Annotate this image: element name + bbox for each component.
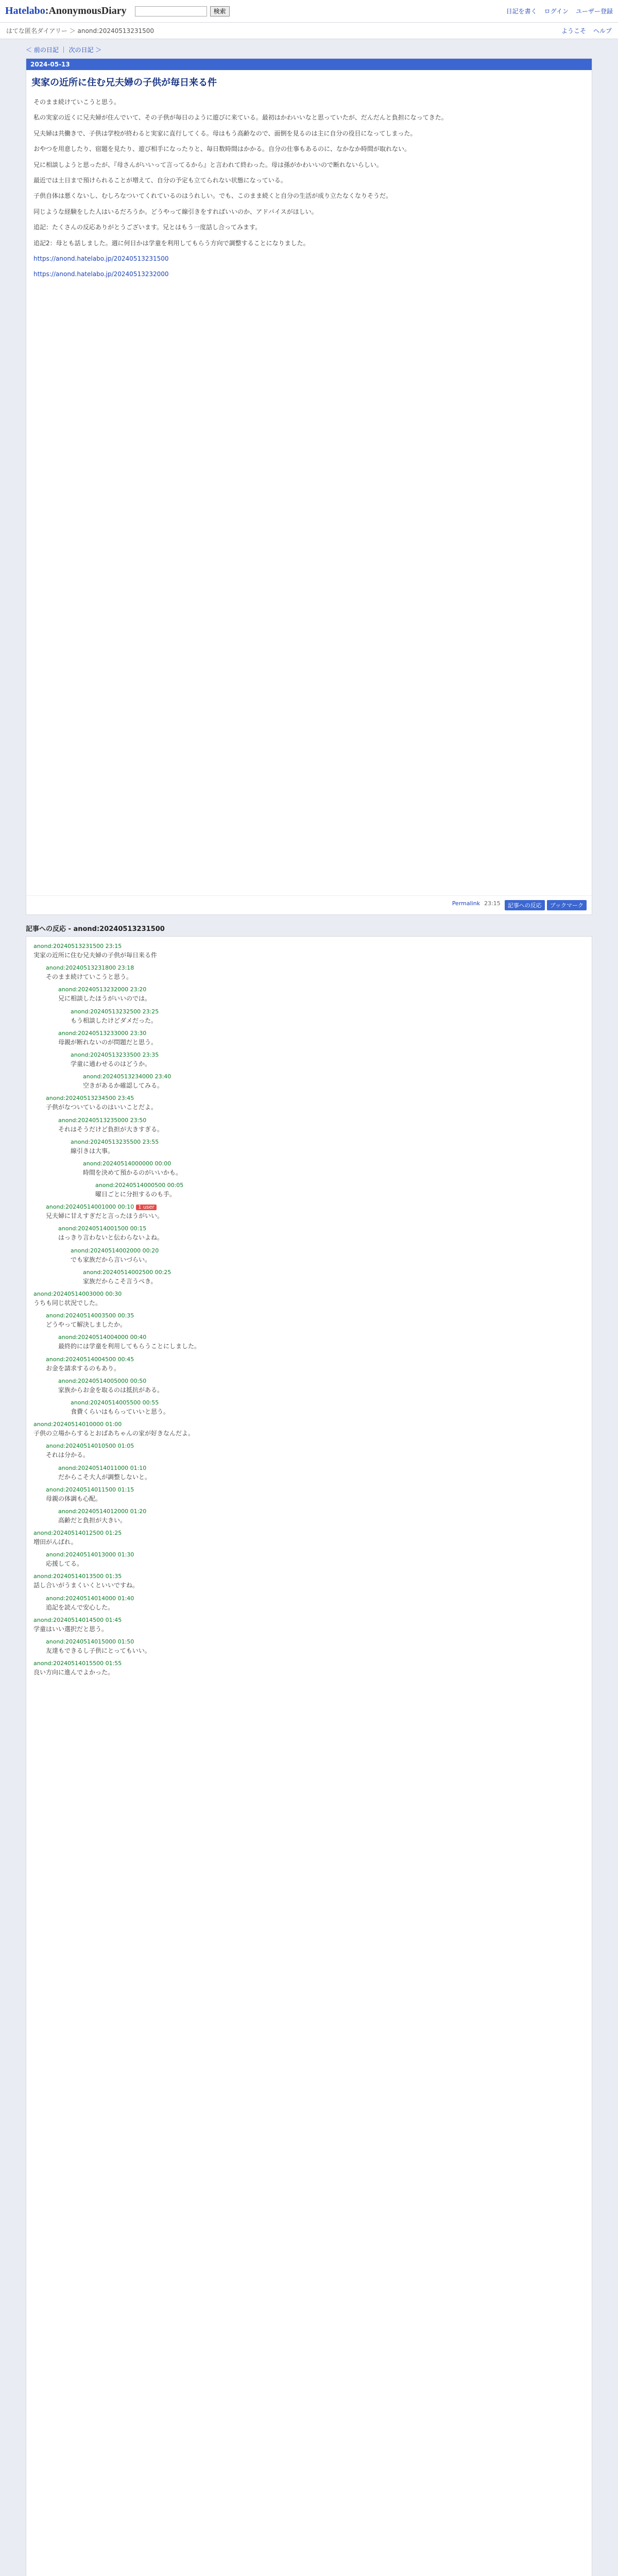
reaction-node (46, 1356, 585, 1374)
reaction-time: 01:20 (128, 1507, 147, 1515)
reaction-meta (71, 1399, 585, 1406)
search-input[interactable] (135, 6, 207, 16)
reaction-node (71, 1008, 585, 1026)
reaction-id-link[interactable]: anond:20240514004000 (58, 1334, 129, 1341)
reaction-id-link[interactable]: anond:20240514010500 (46, 1443, 116, 1450)
entry-title[interactable]: 実家の近所に住む兄夫婦の子供が毎日来る件 (31, 77, 217, 88)
reaction-text: 追記を読んで安心した。 (46, 1603, 114, 1611)
reaction-meta (83, 1073, 585, 1080)
reaction-id-link[interactable]: anond:20240514011000 (58, 1464, 129, 1471)
reaction-node (46, 1312, 585, 1330)
reaction-text: だからこそ大人が調整しないと。 (58, 1473, 151, 1481)
reaction-meta (46, 1595, 585, 1602)
main-wrapper (26, 45, 592, 2576)
reaction-id-link[interactable]: anond:20240514011500 (46, 1486, 116, 1493)
reaction-node (58, 1030, 585, 1047)
reaction-text: 高齢だと負担が大きい。 (58, 1516, 127, 1524)
reaction-node (71, 1139, 585, 1156)
entry-time: 23:15 (484, 900, 501, 907)
reaction-meta (46, 1443, 585, 1449)
prev-next-link[interactable]: ＜ 前の日記 ｜ 次の日記 ＞ (26, 46, 102, 54)
reaction-time: 01:55 (104, 1660, 122, 1667)
reaction-id-link[interactable]: anond:20240513233500 (71, 1051, 141, 1058)
reaction-node (83, 1073, 585, 1091)
entry-date: 2024-05-13 (26, 59, 592, 70)
reaction-node (33, 1617, 585, 1634)
reaction-meta (71, 1008, 585, 1015)
reaction-node (46, 1095, 585, 1112)
welcome-link[interactable]: ようこそ (561, 27, 586, 35)
reaction-time: 01:25 (104, 1530, 122, 1537)
reaction-meta (71, 1247, 585, 1254)
reaction-meta (58, 1378, 585, 1384)
reaction-node (33, 1421, 585, 1438)
reaction-text: 線引きは大事。 (71, 1147, 114, 1155)
reaction-node (71, 1399, 585, 1417)
entry-paragraph: そのまま続けていこうと思う。 (33, 98, 121, 106)
reaction-meta (58, 1117, 585, 1124)
reaction-time: 23:40 (153, 1073, 171, 1080)
reaction-node (71, 1052, 585, 1069)
entry-paragraph: 追記：たくさんの反応ありがとうございます。兄とはもう一度話し合ってみます。 (33, 224, 262, 231)
reaction-id-link[interactable]: anond:20240514002000 (71, 1247, 141, 1254)
reaction-time: 23:55 (141, 1138, 159, 1145)
help-link[interactable]: ヘルプ (593, 27, 612, 35)
reaction-text: 良い方向に進んでよかった。 (33, 1669, 114, 1676)
reaction-time: 23:30 (128, 1029, 147, 1037)
reaction-text: 時間を決めて預かるのがいいかも。 (83, 1168, 182, 1176)
user-count-badge[interactable]: 1 user (136, 1205, 156, 1210)
reaction-id-link[interactable]: anond:20240513235500 (71, 1138, 141, 1145)
reaction-id-link[interactable]: anond:20240514003000 (33, 1291, 104, 1297)
reaction-node (46, 1595, 585, 1613)
reaction-text: うちも同じ状況でした。 (33, 1299, 102, 1307)
search-button[interactable]: 検索 (210, 6, 230, 16)
reaction-text: 子供がなついているのはいいことだよ。 (46, 1104, 158, 1111)
reaction-meta (58, 1225, 585, 1232)
reaction-time: 00:05 (165, 1182, 184, 1189)
reaction-time: 01:35 (104, 1573, 122, 1580)
reaction-node (33, 1530, 585, 1547)
reaction-id-link[interactable]: anond:20240514012000 (58, 1507, 129, 1515)
reaction-text: 空きがあるか確認してみる。 (83, 1082, 164, 1090)
reaction-text: 学童に通わせるのはどうか。 (71, 1060, 151, 1067)
reaction-tree (26, 936, 592, 2576)
reaction-node (33, 1573, 585, 1590)
entry-paragraph: 同じような経験をした人はいるだろうか。どうやって線引きをすればいいのか、アドバイスがほしい。 (33, 208, 318, 215)
reaction-meta (33, 1617, 585, 1623)
reaction-time: 00:20 (141, 1247, 159, 1254)
reaction-node (46, 1443, 585, 1460)
logo-right: :AnonymousDiary (45, 5, 127, 16)
reaction-node (58, 1378, 585, 1395)
reaction-text: 兄に相談したほうがいいのでは。 (58, 995, 151, 1003)
reaction-id-link[interactable]: anond:20240514005000 (58, 1377, 129, 1384)
sub-bar (0, 23, 618, 39)
reaction-id-link[interactable]: anond:20240513235000 (58, 1116, 129, 1124)
reaction-meta (46, 1312, 585, 1319)
reaction-id-link[interactable]: anond:20240513231800 (46, 964, 116, 972)
reaction-meta (46, 1095, 585, 1101)
reaction-time: 01:15 (116, 1486, 134, 1493)
reaction-meta (33, 1573, 585, 1580)
logo-left: Hatelabo (5, 5, 45, 16)
reaction-id-link[interactable]: anond:20240514013000 (46, 1551, 116, 1558)
search-form (135, 6, 230, 16)
reaction-text: もう相談したけどダメだった。 (71, 1016, 158, 1024)
nav-register[interactable]: ユーザー登録 (575, 8, 613, 15)
reaction-id-link[interactable]: anond:20240514000500 (95, 1182, 166, 1189)
reaction-time: 00:45 (116, 1355, 134, 1363)
reaction-id-link[interactable]: anond:20240513234500 (46, 1095, 116, 1102)
reaction-meta (46, 1638, 585, 1645)
reaction-meta (46, 1486, 585, 1493)
reaction-meta (58, 1334, 585, 1341)
entry-footer (26, 895, 592, 914)
reaction-time: 00:00 (153, 1160, 171, 1167)
reaction-node (33, 943, 585, 960)
entry-link[interactable]: https://anond.hatelabo.jp/20240513231500 (33, 255, 169, 262)
reaction-id-link[interactable]: anond:20240514014000 (46, 1595, 116, 1602)
bookmark-button[interactable]: ブックマーク (547, 900, 587, 910)
reaction-node (58, 1117, 585, 1134)
reaction-time: 01:30 (116, 1551, 134, 1558)
nav-write[interactable]: 日記を書く (506, 8, 537, 15)
reaction-text: 食費くらいはもらっていいと思う。 (71, 1408, 170, 1415)
reaction-node (58, 1508, 585, 1526)
site-logo[interactable] (5, 5, 127, 17)
nav-login[interactable]: ログイン (544, 8, 569, 15)
reaction-text: 家族だからこそ言うべき。 (83, 1277, 157, 1285)
top-bar (0, 0, 618, 23)
entry-paragraph: 最近では土日まで預けられることが増えて、自分の予定も立てられない状態になっている。 (33, 176, 287, 184)
reaction-meta (83, 1160, 585, 1167)
reaction-meta (58, 1508, 585, 1515)
reaction-node (46, 1638, 585, 1656)
reaction-text: 応援してる。 (46, 1560, 83, 1568)
reaction-time: 00:15 (128, 1225, 147, 1232)
reaction-text: 曜日ごとに分担するのも手。 (95, 1191, 176, 1198)
reaction-id-link[interactable]: anond:20240513233000 (58, 1029, 129, 1037)
reaction-time: 00:10 (116, 1204, 134, 1211)
reaction-text: 最終的には学童を利用してもらうことにしました。 (58, 1343, 201, 1350)
entry-paragraph: 兄夫婦は共働きで、子供は学校が終わると実家に直行してくる。母はもう高齢なので、面倒を見るのは主に自分の役目になってしまった。 (33, 129, 417, 137)
reaction-node (46, 1551, 585, 1569)
reaction-id-link[interactable]: anond:20240514014500 (33, 1616, 104, 1623)
reaction-node (46, 1486, 585, 1504)
top-nav (506, 7, 613, 15)
reaction-meta (83, 1269, 585, 1276)
entry-body (26, 92, 592, 895)
entry-paragraph: 子供自体は悪くないし、むしろなついてくれているのはうれしい。でも、このまま続くと自分の生活が成り立たなくなりそうだ。 (33, 192, 392, 200)
entry-paragraph: 追記2：母とも話しました。週に何日かは学童を利用してもらう方向で調整することになりました。 (33, 239, 310, 247)
reaction-meta (33, 1291, 585, 1297)
reaction-id-link[interactable]: anond:20240514004500 (46, 1355, 116, 1363)
reaction-node (46, 964, 585, 982)
share-buttons (505, 900, 587, 910)
reaction-text: 学童はいい選択だと思う。 (33, 1625, 108, 1633)
reaction-id-link[interactable]: anond:20240514015000 (46, 1638, 116, 1645)
reaction-text: どうやって解決しましたか。 (46, 1321, 127, 1329)
reaction-time: 23:25 (141, 1008, 159, 1015)
reaction-id-link[interactable]: anond:20240514003500 (46, 1312, 116, 1319)
reaction-node (58, 986, 585, 1004)
breadcrumb[interactable]: はてな匿名ダイアリー ＞ anond:20240513231500 (6, 27, 154, 35)
permalink[interactable]: Permalink (452, 900, 480, 907)
reaction-time: 00:30 (104, 1291, 122, 1297)
reaction-time: 01:50 (116, 1638, 134, 1645)
reaction-node (95, 1182, 585, 1199)
reaction-node (83, 1160, 585, 1178)
sub-bar-right (561, 26, 612, 35)
reaction-meta (95, 1182, 585, 1189)
reaction-time: 01:00 (104, 1421, 122, 1428)
reaction-button[interactable]: 記事への反応 (505, 900, 545, 910)
reaction-node (83, 1269, 585, 1286)
reaction-text: 兄夫婦に甘えすぎだと言ったほうがいい。 (46, 1212, 164, 1220)
entry-paragraph: 私の実家の近くに兄夫婦が住んでいて、その子供が毎日のように遊びに来ている。最初はかわいいなと思っていたが、だんだんと負担になってきた。 (33, 114, 448, 122)
reaction-id-link[interactable]: anond:20240513234000 (83, 1073, 153, 1080)
reaction-id-link[interactable]: anond:20240514001500 (58, 1225, 129, 1232)
reaction-time: 23:20 (128, 986, 147, 993)
reaction-id-link[interactable]: anond:20240513232500 (71, 1008, 141, 1015)
reaction-id-link[interactable]: anond:20240513232000 (58, 986, 129, 993)
reaction-time: 23:50 (128, 1116, 147, 1124)
entry-link[interactable]: https://anond.hatelabo.jp/20240513232000 (33, 270, 169, 278)
reaction-meta (33, 943, 585, 950)
reaction-node (46, 1204, 585, 1221)
reaction-text: 実家の近所に住む兄夫婦の子供が毎日来る件 (33, 952, 158, 959)
reaction-time: 01:05 (116, 1443, 134, 1450)
reaction-time: 00:55 (141, 1399, 159, 1406)
reaction-meta (58, 986, 585, 993)
reaction-time: 00:25 (153, 1268, 171, 1276)
reactions-title: 記事への反応 - anond:20240513231500 (26, 925, 165, 933)
reaction-id-link[interactable]: anond:20240514005500 (71, 1399, 141, 1406)
reaction-id-link[interactable]: anond:20240514013500 (33, 1573, 104, 1580)
reaction-text: 友達もできるし子供にとってもいい。 (46, 1647, 151, 1654)
reaction-text: でも家族だから言いづらい。 (71, 1256, 151, 1263)
reaction-meta (46, 1356, 585, 1363)
reaction-time: 01:40 (116, 1595, 134, 1602)
reaction-node (33, 1660, 585, 1677)
reaction-meta (71, 1052, 585, 1058)
reaction-meta (33, 1421, 585, 1428)
reaction-time: 23:45 (116, 1095, 134, 1102)
reaction-text: お金を請求するのもあり。 (46, 1364, 121, 1372)
reaction-node (58, 1334, 585, 1351)
reaction-text: それは分かる。 (46, 1451, 90, 1459)
entry-paragraph: おやつを用意したり、宿題を見たり、遊び相手になったりと、毎日数時間はかかる。自分の仕事もあるのに、なかなか時間が取れない。 (33, 145, 411, 153)
reaction-id-link[interactable]: anond:20240514010000 (33, 1421, 104, 1428)
reaction-id-link[interactable]: anond:20240514000000 (83, 1160, 153, 1167)
reaction-meta (46, 1204, 585, 1210)
reaction-time: 23:35 (141, 1051, 159, 1058)
reaction-time: 01:10 (128, 1464, 147, 1471)
reaction-meta (46, 1551, 585, 1558)
reaction-text: 話し合いがうまくいくといいですね。 (33, 1582, 139, 1589)
reaction-id-link[interactable]: anond:20240514001000 (46, 1204, 116, 1211)
reaction-meta (58, 1030, 585, 1037)
reaction-time: 23:18 (116, 964, 134, 972)
reaction-text: 子供の立場からするとおばあちゃんの家が好きなんだよ。 (33, 1430, 195, 1437)
reaction-meta (71, 1139, 585, 1145)
reaction-text: そのまま続けていこうと思う。 (46, 973, 133, 981)
reaction-meta (33, 1660, 585, 1667)
reaction-time: 00:35 (116, 1312, 134, 1319)
reaction-node (58, 1465, 585, 1482)
reaction-text: 家族からお金を取るのは抵抗がある。 (58, 1386, 164, 1394)
reaction-id-link[interactable]: anond:20240514002500 (83, 1268, 153, 1276)
reaction-id-link[interactable]: anond:20240514012500 (33, 1530, 104, 1537)
entry-paragraph: 兄に相談しようと思ったが、『母さんがいいって言ってるから』と言われて終わった。母は孫がかわいいので断れないらしい。 (33, 161, 383, 168)
reaction-time: 01:45 (104, 1616, 122, 1623)
reaction-text: はっきり言わないと伝わらないよね。 (58, 1234, 164, 1242)
reaction-time: 23:15 (104, 943, 122, 950)
reaction-node (58, 1225, 585, 1243)
reaction-text: それはそうだけど負担が大きすぎる。 (58, 1125, 164, 1133)
reaction-text: 母親が断れないのが問題だと思う。 (58, 1038, 158, 1046)
reaction-meta (46, 964, 585, 971)
reaction-id-link[interactable]: anond:20240513231500 (33, 943, 104, 950)
reaction-meta (58, 1465, 585, 1471)
reaction-node (33, 1291, 585, 1308)
reaction-text: 増田がんばれ。 (33, 1538, 77, 1546)
reaction-meta (33, 1530, 585, 1536)
reaction-text: 母親の体調も心配。 (46, 1495, 102, 1502)
reaction-id-link[interactable]: anond:20240514015500 (33, 1660, 104, 1667)
reaction-time: 00:50 (128, 1377, 147, 1384)
reaction-time: 00:40 (128, 1334, 147, 1341)
entry-card (26, 58, 592, 915)
reaction-node (71, 1247, 585, 1265)
